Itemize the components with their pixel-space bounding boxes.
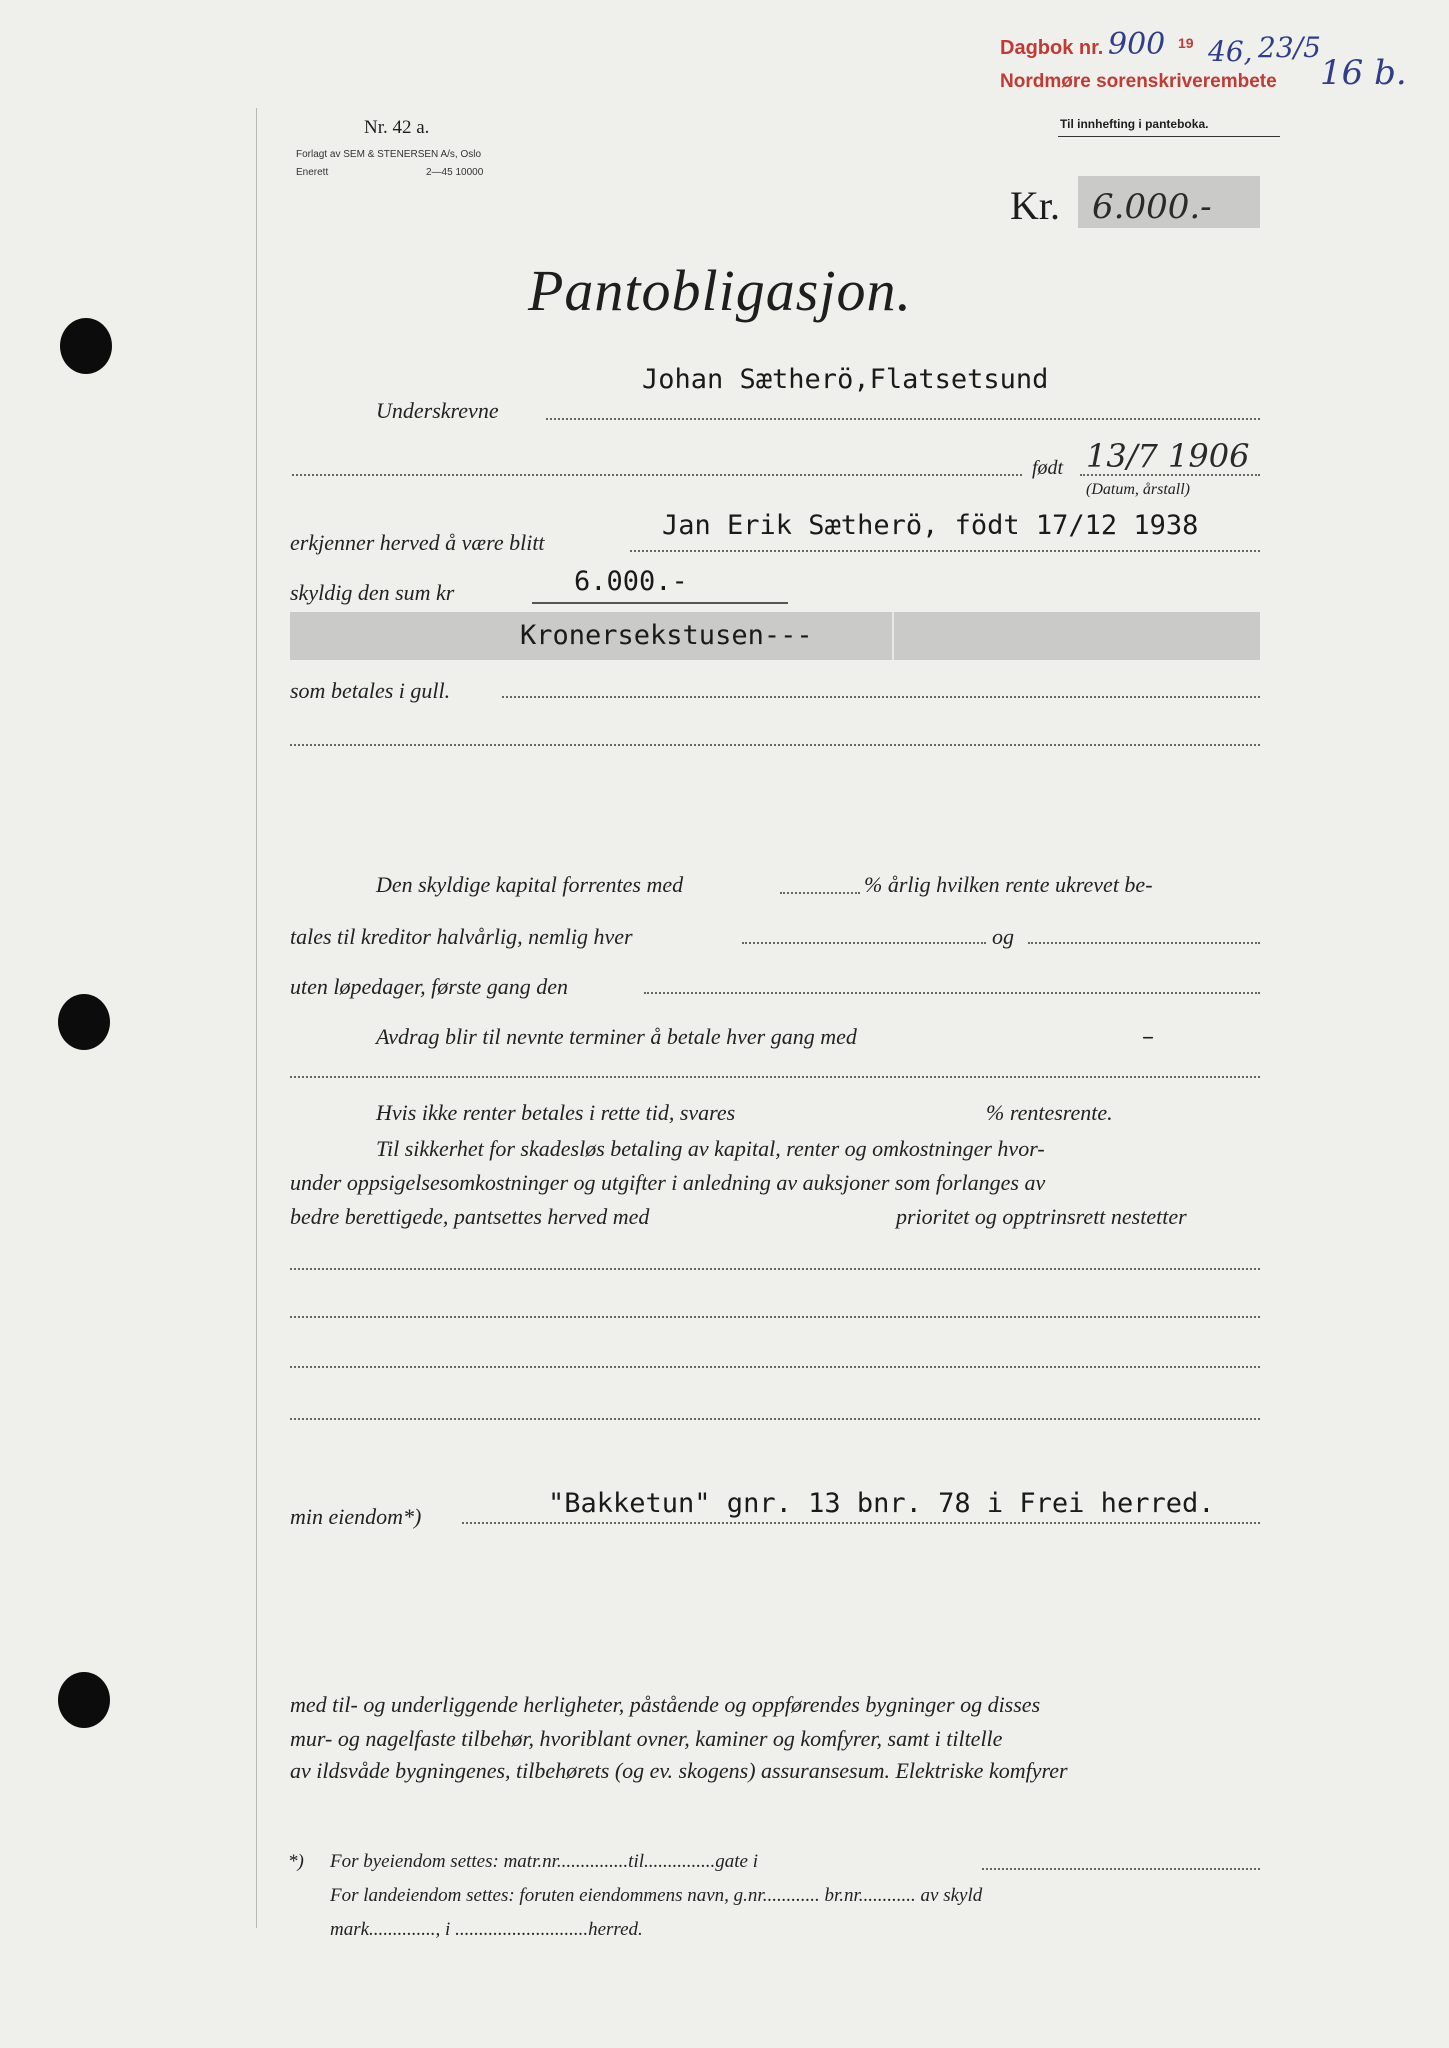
- interest-line2-a: tales til kreditor halvårlig, nemlig hver: [290, 924, 633, 949]
- security-line1: Til sikkerhet for skadesløs betaling av kapital, renter og omkostninger hvor-: [376, 1136, 1045, 1161]
- punch-hole-bottom: [58, 1672, 110, 1728]
- interest-rate-line: [780, 892, 860, 894]
- security-line3-a: bedre berettigede, pantsettes herved med: [290, 1204, 650, 1229]
- security-line-blank-1: [290, 1268, 1260, 1270]
- punch-hole-top: [60, 318, 112, 374]
- footnote-line2: For landeiendom settes: foruten eiendommens navn, g.nr............ br.nr............ av skyld: [330, 1885, 983, 1906]
- debtor-line: [546, 418, 1260, 420]
- interest-date-line-1: [742, 942, 986, 944]
- interest-line3: uten løpedager, første gang den: [290, 974, 569, 999]
- creditor-line: [630, 550, 1260, 552]
- interest-line1-b: % årlig hvilken rente ukrevet be-: [864, 872, 1153, 897]
- security-line-blank-3: [290, 1366, 1260, 1368]
- born-value: 13/7 1906: [1086, 437, 1250, 475]
- punch-hole-middle: [58, 994, 110, 1050]
- footnote-marker: *): [288, 1851, 304, 1872]
- born-line-right: [1080, 474, 1260, 476]
- gold-label: som betales i gull.: [290, 678, 451, 703]
- debtor-label: Underskrevne: [376, 398, 499, 423]
- footnote-line1: For byeiendom settes: matr.nr...............til...............gate i: [330, 1851, 758, 1872]
- interest-line2-b: og: [992, 924, 1014, 949]
- amount-value: 6.000.-: [1092, 187, 1212, 227]
- amount-label: Kr.: [1010, 183, 1060, 228]
- publisher-enerett: Enerett: [296, 167, 329, 178]
- filing-note: Til innhefting i panteboka.: [1060, 117, 1209, 131]
- stamp-date: 23/5: [1258, 31, 1321, 64]
- property-line: [462, 1522, 1260, 1524]
- installments-text: Avdrag blir til nevnte terminer å betale hver gang med: [376, 1024, 857, 1049]
- installments-dash: –: [1142, 1022, 1154, 1050]
- born-line-left: [292, 474, 1022, 476]
- creditor-value: Jan Erik Sætherö, födt 17/12 1938: [662, 510, 1199, 541]
- footnote-line3: mark.............., i ............................herred.: [330, 1919, 643, 1940]
- sum-words-divider: [892, 612, 894, 660]
- debtor-value: Johan Sætherö,Flatsetsund: [642, 364, 1049, 395]
- margin-rule: [256, 108, 257, 1928]
- property-label: min eiendom*): [290, 1504, 422, 1529]
- sum-in-words: Kronersekstusen---: [520, 620, 813, 651]
- appurtenances-line2: mur- og nagelfaste tilbehør, hvoriblant ovner, kaminer og komfyrer, samt i tiltelle: [290, 1726, 1003, 1751]
- filing-note-rule: [1058, 136, 1280, 137]
- sum-line: [532, 602, 788, 604]
- sum-label: skyldig den sum kr: [290, 580, 455, 605]
- stamp-office-name: Nordmøre sorenskriverembete: [1000, 71, 1277, 92]
- born-label: født: [1032, 457, 1064, 479]
- property-value: "Bakketun" gnr. 13 bnr. 78 i Frei herred.: [548, 1488, 1215, 1519]
- gold-line: [502, 696, 1260, 698]
- born-hint: (Datum, årstall): [1086, 481, 1190, 498]
- security-line-blank-4: [290, 1418, 1260, 1420]
- publisher-edition: 2—45 10000: [426, 167, 484, 178]
- security-line3-b: prioritet og opptrinsrett nestetter: [896, 1204, 1187, 1229]
- footnote-line1-fill: [982, 1868, 1260, 1870]
- stamp-folio: 16 b.: [1320, 53, 1407, 93]
- sum-value: 6.000.-: [574, 566, 688, 597]
- stamp-number: 900: [1108, 27, 1166, 62]
- stamp-dagbok-label: Dagbok nr.: [1000, 37, 1104, 59]
- installments-line: [290, 1076, 1260, 1078]
- interest-first-date-line: [644, 992, 1260, 994]
- page-title: Pantobligasjon.: [528, 258, 912, 323]
- appurtenances-line3: av ildsvåde bygningenes, tilbehørets (og ev. skogens) assuransesum. Elektriske komfyrer: [290, 1758, 1068, 1783]
- interest-date-line-2: [1028, 942, 1260, 944]
- security-line2: under oppsigelsesomkostninger og utgifter i anledning av auksjoner som forlanges av: [290, 1170, 1046, 1195]
- security-line-blank-2: [290, 1316, 1260, 1318]
- interest-line1-a: Den skyldige kapital forrentes med: [376, 872, 684, 897]
- blank-line-1: [290, 744, 1260, 746]
- publisher-line: Forlagt av SEM & STENERSEN A/s, Oslo: [296, 149, 482, 160]
- stamp-year-prefix: 19: [1178, 35, 1194, 51]
- form-number: Nr. 42 a.: [364, 117, 430, 138]
- creditor-label: erkjenner herved å være blitt: [290, 530, 545, 555]
- penalty-text-b: % rentesrente.: [986, 1100, 1113, 1125]
- appurtenances-line1: med til- og underliggende herligheter, påstående og oppførendes bygninger og disses: [290, 1692, 1041, 1717]
- stamp-year: 46,: [1208, 35, 1253, 68]
- penalty-text-a: Hvis ikke renter betales i rette tid, svares: [376, 1100, 736, 1125]
